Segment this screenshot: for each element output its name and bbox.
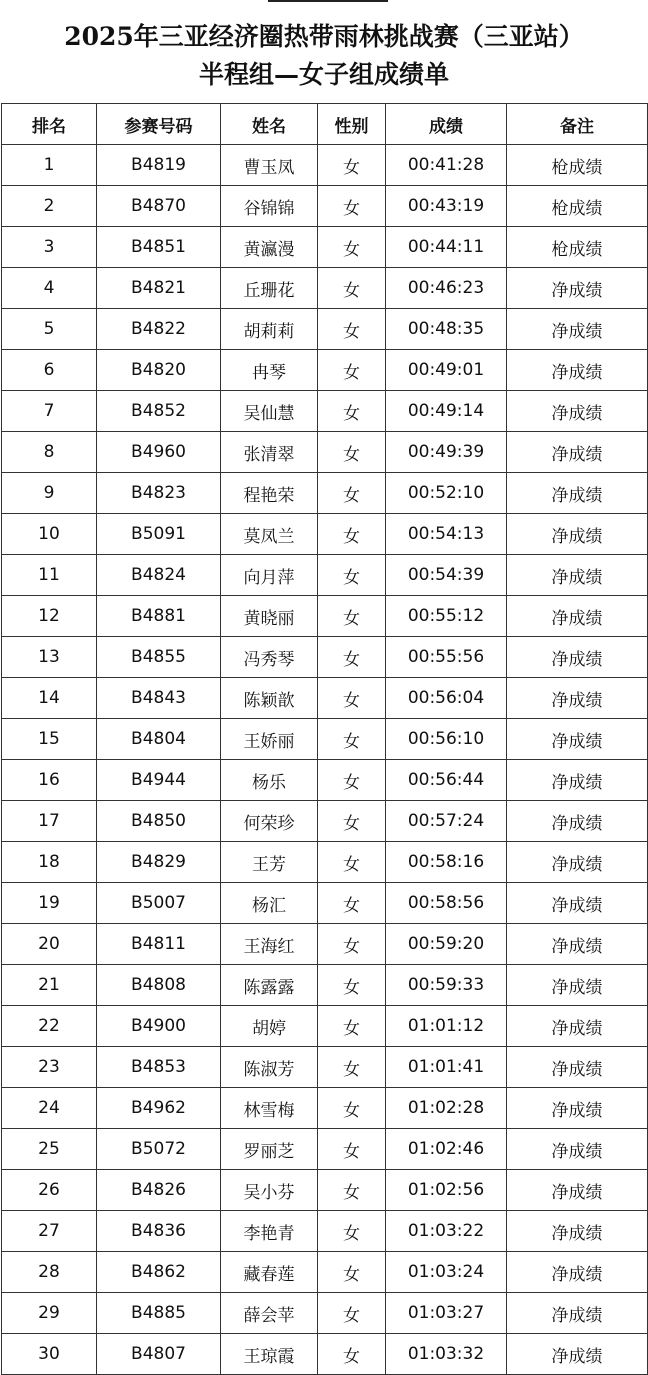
gender-cell: 女 bbox=[318, 186, 386, 227]
header-row bbox=[2, 104, 648, 145]
remark-cell: 净成绩 bbox=[507, 1170, 648, 1211]
gender-cell: 女 bbox=[318, 1334, 386, 1375]
gender-cell: 女 bbox=[318, 801, 386, 842]
rank-cell: 4 bbox=[2, 268, 97, 309]
table-row bbox=[2, 1211, 648, 1252]
remark-cell: 枪成绩 bbox=[507, 145, 648, 186]
results-table bbox=[1, 103, 648, 1375]
gender-cell: 女 bbox=[318, 391, 386, 432]
name-cell: 杨乐 bbox=[221, 760, 318, 801]
gender-cell: 女 bbox=[318, 473, 386, 514]
remark-cell: 净成绩 bbox=[507, 719, 648, 760]
result-cell: 00:56:44 bbox=[386, 760, 507, 801]
bib-number-cell: B4944 bbox=[97, 760, 221, 801]
bib-number-cell: B4826 bbox=[97, 1170, 221, 1211]
name-cell: 胡莉莉 bbox=[221, 309, 318, 350]
remark-cell: 净成绩 bbox=[507, 514, 648, 555]
result-cell: 01:01:41 bbox=[386, 1047, 507, 1088]
bib-number-cell: B4808 bbox=[97, 965, 221, 1006]
name-cell: 王娇丽 bbox=[221, 719, 318, 760]
rank-cell: 11 bbox=[2, 555, 97, 596]
name-cell: 吴仙慧 bbox=[221, 391, 318, 432]
table-row bbox=[2, 637, 648, 678]
remark-cell: 净成绩 bbox=[507, 1047, 648, 1088]
table-row bbox=[2, 1006, 648, 1047]
remark-cell: 净成绩 bbox=[507, 555, 648, 596]
table-row bbox=[2, 555, 648, 596]
table-row bbox=[2, 678, 648, 719]
remark-cell: 净成绩 bbox=[507, 1334, 648, 1375]
bib-number-cell: B4881 bbox=[97, 596, 221, 637]
remark-cell: 净成绩 bbox=[507, 924, 648, 965]
bib-number-cell: B4885 bbox=[97, 1293, 221, 1334]
name-cell: 何荣珍 bbox=[221, 801, 318, 842]
name-cell: 罗丽芝 bbox=[221, 1129, 318, 1170]
rank-cell: 20 bbox=[2, 924, 97, 965]
result-cell: 00:57:24 bbox=[386, 801, 507, 842]
bib-number-cell: B4900 bbox=[97, 1006, 221, 1047]
gender-cell: 女 bbox=[318, 1129, 386, 1170]
rank-cell: 9 bbox=[2, 473, 97, 514]
table-row bbox=[2, 1047, 648, 1088]
table-row bbox=[2, 760, 648, 801]
name-cell: 黄晓丽 bbox=[221, 596, 318, 637]
bib-number-cell: B4862 bbox=[97, 1252, 221, 1293]
remark-cell: 净成绩 bbox=[507, 1006, 648, 1047]
gender-cell: 女 bbox=[318, 432, 386, 473]
gender-cell: 女 bbox=[318, 1006, 386, 1047]
bib-number-cell: B4850 bbox=[97, 801, 221, 842]
remark-cell: 净成绩 bbox=[507, 637, 648, 678]
table-row bbox=[2, 145, 648, 186]
remark-cell: 净成绩 bbox=[507, 965, 648, 1006]
result-cell: 00:49:01 bbox=[386, 350, 507, 391]
remark-cell: 净成绩 bbox=[507, 1252, 648, 1293]
rank-cell: 1 bbox=[2, 145, 97, 186]
table-row bbox=[2, 227, 648, 268]
rank-cell: 27 bbox=[2, 1211, 97, 1252]
gender-cell: 女 bbox=[318, 883, 386, 924]
remark-cell: 净成绩 bbox=[507, 596, 648, 637]
name-cell: 王琼霞 bbox=[221, 1334, 318, 1375]
results-body bbox=[2, 145, 648, 1375]
remark-cell: 净成绩 bbox=[507, 432, 648, 473]
rank-cell: 16 bbox=[2, 760, 97, 801]
name-cell: 程艳荣 bbox=[221, 473, 318, 514]
bib-number-cell: B4811 bbox=[97, 924, 221, 965]
name-cell: 王芳 bbox=[221, 842, 318, 883]
rank-cell: 18 bbox=[2, 842, 97, 883]
gender-cell: 女 bbox=[318, 555, 386, 596]
name-cell: 林雪梅 bbox=[221, 1088, 318, 1129]
result-cell: 01:03:27 bbox=[386, 1293, 507, 1334]
result-cell: 00:52:10 bbox=[386, 473, 507, 514]
name-cell: 黄瀛漫 bbox=[221, 227, 318, 268]
name-cell: 冉琴 bbox=[221, 350, 318, 391]
table-row bbox=[2, 924, 648, 965]
result-cell: 00:59:33 bbox=[386, 965, 507, 1006]
bib-number-cell: B4852 bbox=[97, 391, 221, 432]
result-cell: 00:56:04 bbox=[386, 678, 507, 719]
rank-cell: 17 bbox=[2, 801, 97, 842]
table-row bbox=[2, 1088, 648, 1129]
remark-cell: 枪成绩 bbox=[507, 227, 648, 268]
gender-cell: 女 bbox=[318, 145, 386, 186]
gender-cell: 女 bbox=[318, 842, 386, 883]
bib-number-cell: B5007 bbox=[97, 883, 221, 924]
gender-cell: 女 bbox=[318, 596, 386, 637]
remark-cell: 净成绩 bbox=[507, 1211, 648, 1252]
rank-cell: 23 bbox=[2, 1047, 97, 1088]
table-row bbox=[2, 719, 648, 760]
remark-cell: 净成绩 bbox=[507, 473, 648, 514]
table-row bbox=[2, 883, 648, 924]
name-cell: 丘珊花 bbox=[221, 268, 318, 309]
result-cell: 00:56:10 bbox=[386, 719, 507, 760]
result-cell: 01:02:28 bbox=[386, 1088, 507, 1129]
remark-cell: 净成绩 bbox=[507, 268, 648, 309]
gender-cell: 女 bbox=[318, 1170, 386, 1211]
bib-number-cell: B4829 bbox=[97, 842, 221, 883]
result-cell: 00:49:39 bbox=[386, 432, 507, 473]
table-row bbox=[2, 801, 648, 842]
name-cell: 谷锦锦 bbox=[221, 186, 318, 227]
result-cell: 00:54:13 bbox=[386, 514, 507, 555]
table-row bbox=[2, 1170, 648, 1211]
bib-number-cell: B4843 bbox=[97, 678, 221, 719]
remark-cell: 净成绩 bbox=[507, 391, 648, 432]
result-cell: 01:03:24 bbox=[386, 1252, 507, 1293]
bib-number-cell: B4822 bbox=[97, 309, 221, 350]
rank-cell: 26 bbox=[2, 1170, 97, 1211]
rank-cell: 19 bbox=[2, 883, 97, 924]
bib-number-cell: B4804 bbox=[97, 719, 221, 760]
table-row bbox=[2, 842, 648, 883]
gender-cell: 女 bbox=[318, 514, 386, 555]
rank-cell: 30 bbox=[2, 1334, 97, 1375]
bib-number-cell: B4855 bbox=[97, 637, 221, 678]
remark-cell: 净成绩 bbox=[507, 1088, 648, 1129]
remark-cell: 净成绩 bbox=[507, 842, 648, 883]
result-cell: 01:03:32 bbox=[386, 1334, 507, 1375]
result-cell: 01:01:12 bbox=[386, 1006, 507, 1047]
rank-cell: 14 bbox=[2, 678, 97, 719]
bib-number-cell: B4962 bbox=[97, 1088, 221, 1129]
result-cell: 00:54:39 bbox=[386, 555, 507, 596]
bib-number-cell: B4851 bbox=[97, 227, 221, 268]
gender-cell: 女 bbox=[318, 227, 386, 268]
rank-cell: 25 bbox=[2, 1129, 97, 1170]
gender-cell: 女 bbox=[318, 965, 386, 1006]
rank-cell: 21 bbox=[2, 965, 97, 1006]
bib-number-cell: B4836 bbox=[97, 1211, 221, 1252]
document-title bbox=[0, 18, 648, 94]
rank-cell: 5 bbox=[2, 309, 97, 350]
name-cell: 莫凤兰 bbox=[221, 514, 318, 555]
result-cell: 00:41:28 bbox=[386, 145, 507, 186]
name-cell: 王海红 bbox=[221, 924, 318, 965]
result-cell: 00:55:12 bbox=[386, 596, 507, 637]
bib-number-cell: B4853 bbox=[97, 1047, 221, 1088]
result-cell: 01:03:22 bbox=[386, 1211, 507, 1252]
title-line-1: 2025年三亚经济圈热带雨林挑战赛（三亚站） bbox=[64, 22, 584, 51]
name-cell: 陈淑芳 bbox=[221, 1047, 318, 1088]
table-row bbox=[2, 473, 648, 514]
bib-number-cell: B4821 bbox=[97, 268, 221, 309]
result-cell: 00:58:56 bbox=[386, 883, 507, 924]
top-edge-mark bbox=[268, 0, 388, 2]
name-cell: 向月萍 bbox=[221, 555, 318, 596]
bib-number-cell: B4819 bbox=[97, 145, 221, 186]
remark-cell: 净成绩 bbox=[507, 760, 648, 801]
table-row bbox=[2, 350, 648, 391]
gender-cell: 女 bbox=[318, 924, 386, 965]
name-cell: 杨汇 bbox=[221, 883, 318, 924]
header-name: 姓名 bbox=[221, 104, 318, 145]
header-bib-number: 参赛号码 bbox=[97, 104, 221, 145]
rank-cell: 29 bbox=[2, 1293, 97, 1334]
header-gender: 性别 bbox=[318, 104, 386, 145]
remark-cell: 净成绩 bbox=[507, 1129, 648, 1170]
bib-number-cell: B5072 bbox=[97, 1129, 221, 1170]
rank-cell: 15 bbox=[2, 719, 97, 760]
table-row bbox=[2, 432, 648, 473]
gender-cell: 女 bbox=[318, 1211, 386, 1252]
name-cell: 薛会苹 bbox=[221, 1293, 318, 1334]
name-cell: 曹玉凤 bbox=[221, 145, 318, 186]
name-cell: 胡婷 bbox=[221, 1006, 318, 1047]
table-row bbox=[2, 186, 648, 227]
rank-cell: 7 bbox=[2, 391, 97, 432]
table-row bbox=[2, 596, 648, 637]
header-result: 成绩 bbox=[386, 104, 507, 145]
rank-cell: 8 bbox=[2, 432, 97, 473]
rank-cell: 12 bbox=[2, 596, 97, 637]
rank-cell: 10 bbox=[2, 514, 97, 555]
gender-cell: 女 bbox=[318, 719, 386, 760]
gender-cell: 女 bbox=[318, 268, 386, 309]
remark-cell: 净成绩 bbox=[507, 309, 648, 350]
gender-cell: 女 bbox=[318, 1293, 386, 1334]
bib-number-cell: B4823 bbox=[97, 473, 221, 514]
result-cell: 00:59:20 bbox=[386, 924, 507, 965]
bib-number-cell: B4807 bbox=[97, 1334, 221, 1375]
rank-cell: 6 bbox=[2, 350, 97, 391]
rank-cell: 22 bbox=[2, 1006, 97, 1047]
bib-number-cell: B4870 bbox=[97, 186, 221, 227]
table-row bbox=[2, 268, 648, 309]
header-remark: 备注 bbox=[507, 104, 648, 145]
bib-number-cell: B4820 bbox=[97, 350, 221, 391]
name-cell: 冯秀琴 bbox=[221, 637, 318, 678]
bib-number-cell: B4824 bbox=[97, 555, 221, 596]
name-cell: 李艳青 bbox=[221, 1211, 318, 1252]
result-cell: 00:43:19 bbox=[386, 186, 507, 227]
table-row bbox=[2, 1252, 648, 1293]
remark-cell: 净成绩 bbox=[507, 350, 648, 391]
gender-cell: 女 bbox=[318, 1252, 386, 1293]
result-cell: 00:48:35 bbox=[386, 309, 507, 350]
gender-cell: 女 bbox=[318, 1088, 386, 1129]
bib-number-cell: B4960 bbox=[97, 432, 221, 473]
bib-number-cell: B5091 bbox=[97, 514, 221, 555]
rank-cell: 28 bbox=[2, 1252, 97, 1293]
gender-cell: 女 bbox=[318, 760, 386, 801]
table-row bbox=[2, 514, 648, 555]
name-cell: 藏春莲 bbox=[221, 1252, 318, 1293]
gender-cell: 女 bbox=[318, 1047, 386, 1088]
remark-cell: 净成绩 bbox=[507, 678, 648, 719]
table-row bbox=[2, 391, 648, 432]
name-cell: 陈颖歆 bbox=[221, 678, 318, 719]
gender-cell: 女 bbox=[318, 309, 386, 350]
name-cell: 陈露露 bbox=[221, 965, 318, 1006]
result-cell: 00:58:16 bbox=[386, 842, 507, 883]
table-row bbox=[2, 965, 648, 1006]
result-cell: 00:44:11 bbox=[386, 227, 507, 268]
result-cell: 00:49:14 bbox=[386, 391, 507, 432]
result-cell: 01:02:46 bbox=[386, 1129, 507, 1170]
table-row bbox=[2, 1293, 648, 1334]
remark-cell: 枪成绩 bbox=[507, 186, 648, 227]
table-row bbox=[2, 309, 648, 350]
result-cell: 00:46:23 bbox=[386, 268, 507, 309]
name-cell: 张清翠 bbox=[221, 432, 318, 473]
rank-cell: 24 bbox=[2, 1088, 97, 1129]
rank-cell: 2 bbox=[2, 186, 97, 227]
name-cell: 吴小芬 bbox=[221, 1170, 318, 1211]
result-cell: 00:55:56 bbox=[386, 637, 507, 678]
rank-cell: 3 bbox=[2, 227, 97, 268]
rank-cell: 13 bbox=[2, 637, 97, 678]
result-cell: 01:02:56 bbox=[386, 1170, 507, 1211]
gender-cell: 女 bbox=[318, 678, 386, 719]
remark-cell: 净成绩 bbox=[507, 883, 648, 924]
table-row bbox=[2, 1129, 648, 1170]
title-line-2: 半程组—女子组成绩单 bbox=[198, 60, 449, 89]
remark-cell: 净成绩 bbox=[507, 801, 648, 842]
table-row bbox=[2, 1334, 648, 1375]
gender-cell: 女 bbox=[318, 350, 386, 391]
header-rank: 排名 bbox=[2, 104, 97, 145]
gender-cell: 女 bbox=[318, 637, 386, 678]
remark-cell: 净成绩 bbox=[507, 1293, 648, 1334]
